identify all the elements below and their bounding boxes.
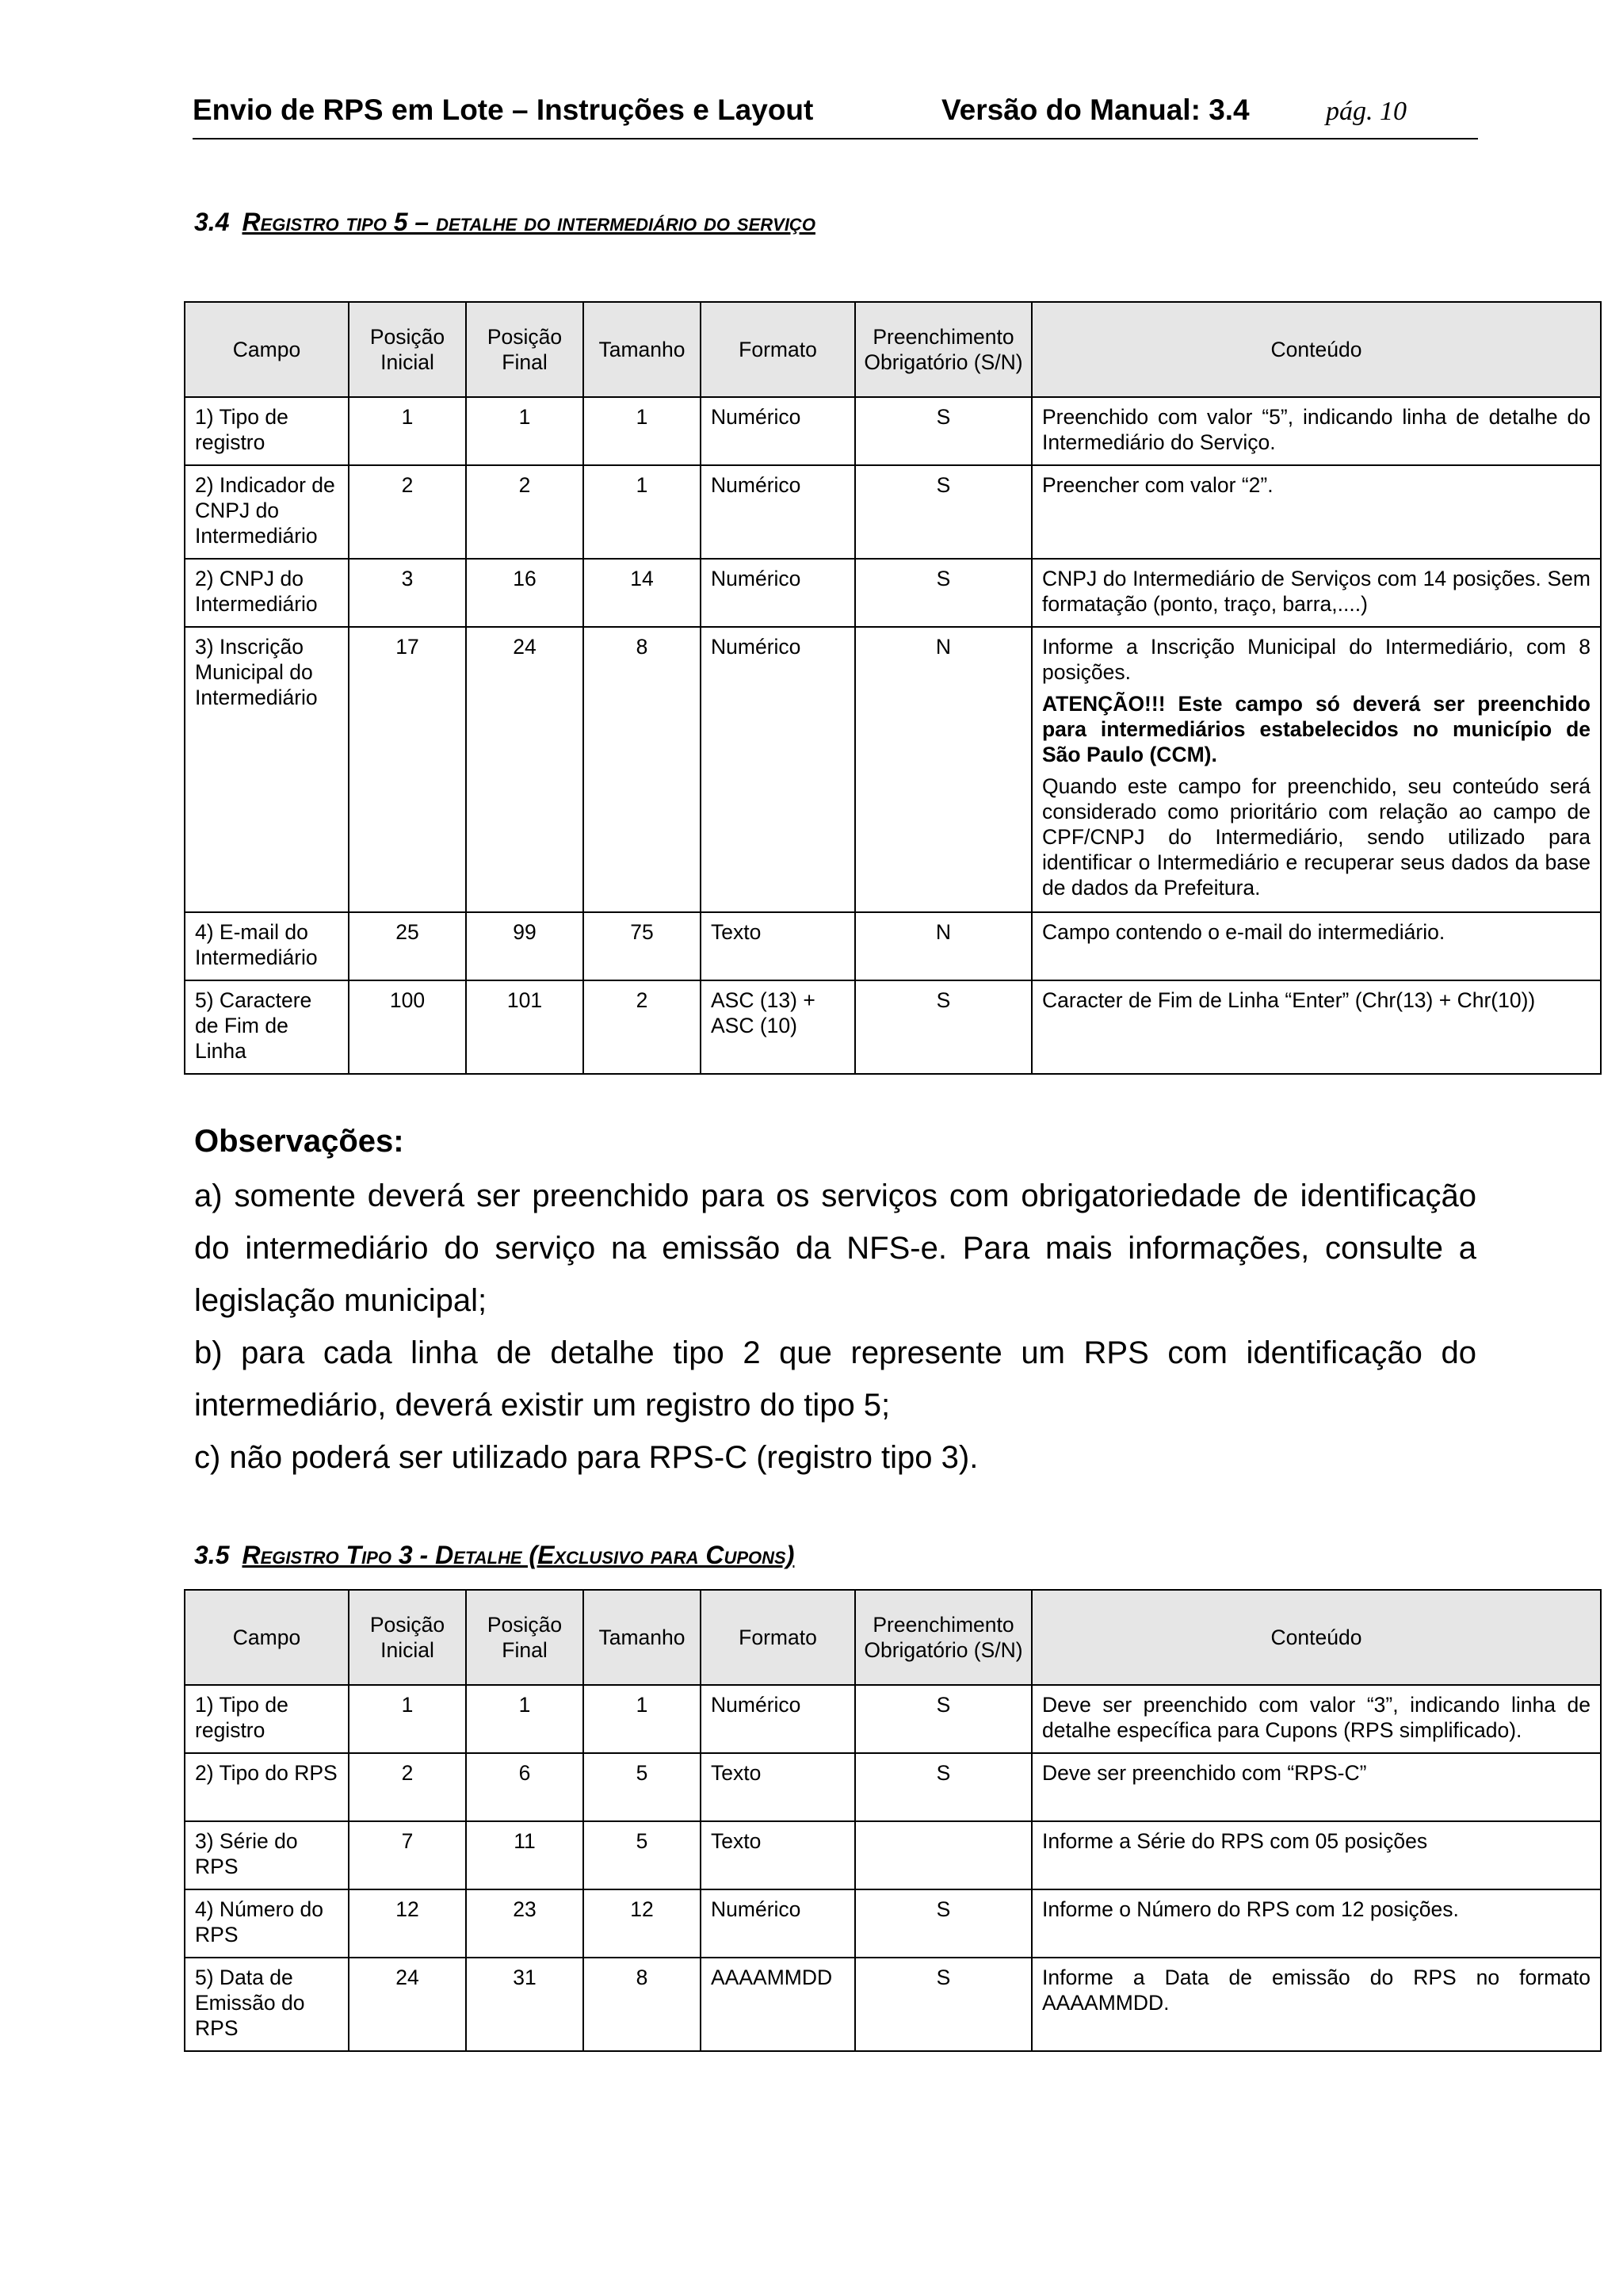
cell-final: 99 (466, 912, 583, 980)
cell-campo: 3) Inscrição Municipal do Intermediário (185, 627, 349, 912)
col-posicao-inicial: Posição Inicial (349, 1590, 466, 1685)
table-header-row (185, 1590, 1601, 1685)
cell-campo: 1) Tipo de registro (185, 1685, 349, 1753)
cell-inicial: 2 (349, 1753, 466, 1821)
cell-formato: ASC (13) + ASC (10) (701, 980, 855, 1074)
cell-final: 16 (466, 559, 583, 627)
cell-obrigatorio: S (855, 980, 1032, 1074)
cell-obrigatorio: S (855, 1753, 1032, 1821)
cell-tamanho: 2 (583, 980, 701, 1074)
cell-formato: Numérico (701, 465, 855, 559)
table-row (185, 1958, 1601, 2051)
cell-formato: Numérico (701, 627, 855, 912)
cell-campo: 3) Série do RPS (185, 1821, 349, 1889)
cell-obrigatorio: S (855, 559, 1032, 627)
col-conteudo: Conteúdo (1032, 302, 1601, 397)
cell-tamanho: 1 (583, 1685, 701, 1753)
cell-formato: Numérico (701, 1685, 855, 1753)
table-row (185, 627, 1601, 912)
table-row (185, 465, 1601, 559)
cell-formato: Texto (701, 912, 855, 980)
cell-obrigatorio: S (855, 1889, 1032, 1958)
cell-conteudo: Caracter de Fim de Linha “Enter” (Chr(13) + Chr(10)) (1032, 980, 1601, 1074)
cell-conteudo: Preencher com valor “2”. (1032, 465, 1601, 559)
cell-final: 6 (466, 1753, 583, 1821)
cell-conteudo: CNPJ do Intermediário de Serviços com 14 posições. Sem formatação (ponto, traço, barra,....) (1032, 559, 1601, 627)
cell-obrigatorio: S (855, 1958, 1032, 2051)
cell-conteudo: Preenchido com valor “5”, indicando linha de detalhe do Intermediário do Serviço. (1032, 397, 1601, 465)
table-row (185, 397, 1601, 465)
table-row (185, 912, 1601, 980)
cell-inicial: 12 (349, 1889, 466, 1958)
cell-final: 31 (466, 1958, 583, 2051)
col-posicao-final: Posição Final (466, 302, 583, 397)
table-row (185, 1753, 1601, 1821)
cell-tamanho: 5 (583, 1821, 701, 1889)
cell-conteudo: Informe a Data de emissão do RPS no formato AAAAMMDD. (1032, 1958, 1601, 2051)
table-row (185, 1685, 1601, 1753)
cell-conteudo: Informe a Série do RPS com 05 posições (1032, 1821, 1601, 1889)
section-heading-3-5 (194, 1541, 794, 1570)
cell-campo: 4) Número do RPS (185, 1889, 349, 1958)
cell-formato: Numérico (701, 397, 855, 465)
cell-conteudo: Campo contendo o e-mail do intermediário. (1032, 912, 1601, 980)
cell-tamanho: 8 (583, 1958, 701, 2051)
cell-final: 101 (466, 980, 583, 1074)
col-preenchimento: Preenchimento Obrigatório (S/N) (855, 302, 1032, 397)
col-formato: Formato (701, 1590, 855, 1685)
cell-campo: 2) Indicador de CNPJ do Intermediário (185, 465, 349, 559)
cell-tamanho: 12 (583, 1889, 701, 1958)
cell-final: 24 (466, 627, 583, 912)
document-title: Envio de RPS em Lote – Instruções e Layout (193, 94, 814, 126)
observations-title: Observações: (194, 1124, 404, 1159)
page-header (193, 94, 1478, 139)
cell-conteudo: Deve ser preenchido com “RPS-C” (1032, 1753, 1601, 1821)
cell-final: 11 (466, 1821, 583, 1889)
cell-final: 2 (466, 465, 583, 559)
cell-campo: 2) Tipo do RPS (185, 1753, 349, 1821)
cell-formato: Numérico (701, 559, 855, 627)
cell-conteudo: Informe o Número do RPS com 12 posições. (1032, 1889, 1601, 1958)
cell-obrigatorio: S (855, 397, 1032, 465)
col-campo: Campo (185, 302, 349, 397)
cell-final: 1 (466, 397, 583, 465)
manual-version: Versão do Manual: 3.4 (941, 94, 1250, 126)
table-registro-tipo-3 (184, 1589, 1602, 2052)
cell-inicial: 3 (349, 559, 466, 627)
section-number: 3.5 (194, 1541, 230, 1569)
cell-inicial: 1 (349, 1685, 466, 1753)
col-tamanho: Tamanho (583, 302, 701, 397)
cell-inicial: 17 (349, 627, 466, 912)
cell-formato: Texto (701, 1753, 855, 1821)
section-title: Registro tipo 5 – detalhe do intermediário do serviço (242, 208, 815, 236)
observation-a: a) somente deverá ser preenchido para os serviços com obrigatoriedade de identificação do intermediário do serviço na emissão da NFS-e. Para mais informações, consulte a legislação municipal; (194, 1179, 1476, 1318)
cell-campo: 5) Data de Emissão do RPS (185, 1958, 349, 2051)
cell-obrigatorio: N (855, 627, 1032, 912)
col-formato: Formato (701, 302, 855, 397)
cell-obrigatorio (855, 1821, 1032, 1889)
cell-obrigatorio: S (855, 465, 1032, 559)
col-campo: Campo (185, 1590, 349, 1685)
cell-obrigatorio: N (855, 912, 1032, 980)
cell-formato: AAAAMMDD (701, 1958, 855, 2051)
cell-obrigatorio: S (855, 1685, 1032, 1753)
table-row (185, 1821, 1601, 1889)
cell-inicial: 24 (349, 1958, 466, 2051)
cell-tamanho: 5 (583, 1753, 701, 1821)
cell-tamanho: 14 (583, 559, 701, 627)
section-heading-3-4 (194, 208, 815, 237)
cell-conteudo (1032, 627, 1601, 912)
page-number: pág. 10 (1326, 97, 1407, 126)
col-posicao-inicial: Posição Inicial (349, 302, 466, 397)
cell-formato: Texto (701, 1821, 855, 1889)
cell-tamanho: 1 (583, 465, 701, 559)
cell-inicial: 100 (349, 980, 466, 1074)
cell-tamanho: 1 (583, 397, 701, 465)
table-row (185, 559, 1601, 627)
cell-tamanho: 75 (583, 912, 701, 980)
cell-inicial: 2 (349, 465, 466, 559)
cell-final: 23 (466, 1889, 583, 1958)
cell-inicial: 1 (349, 397, 466, 465)
cell-conteudo: Deve ser preenchido com valor “3”, indicando linha de detalhe específica para Cupons (RPS simplificado). (1032, 1685, 1601, 1753)
table-header-row (185, 302, 1601, 397)
cell-campo: 4) E-mail do Intermediário (185, 912, 349, 980)
cell-tamanho: 8 (583, 627, 701, 912)
cell-campo: 5) Caractere de Fim de Linha (185, 980, 349, 1074)
col-tamanho: Tamanho (583, 1590, 701, 1685)
table-registro-tipo-5 (184, 301, 1602, 1075)
cell-inicial: 7 (349, 1821, 466, 1889)
cell-final: 1 (466, 1685, 583, 1753)
col-posicao-final: Posição Final (466, 1590, 583, 1685)
table-row (185, 980, 1601, 1074)
cell-inicial: 25 (349, 912, 466, 980)
section-title: Registro Tipo 3 - Detalhe (Exclusivo para Cupons) (242, 1541, 795, 1569)
col-preenchimento: Preenchimento Obrigatório (S/N) (855, 1590, 1032, 1685)
observation-c: c) não poderá ser utilizado para RPS-C (registro tipo 3). (194, 1440, 979, 1475)
cell-formato: Numérico (701, 1889, 855, 1958)
table-row (185, 1889, 1601, 1958)
conteudo-paragraph: Informe a Inscrição Municipal do Intermediário, com 8 posições. (1042, 635, 1591, 684)
cell-campo: 2) CNPJ do Intermediário (185, 559, 349, 627)
observation-b: b) para cada linha de detalhe tipo 2 que represente um RPS com identificação do intermediário, deverá existir um registro do tipo 5; (194, 1335, 1476, 1423)
col-conteudo: Conteúdo (1032, 1590, 1601, 1685)
section-number: 3.4 (194, 208, 230, 236)
conteudo-paragraph: Quando este campo for preenchido, seu conteúdo será considerado como prioritário com relação ao campo de CPF/CNPJ do Intermediário, sendo utilizado para identificar o Intermediário e recuperar seus dados da base de dados da Prefeitura. (1042, 774, 1591, 900)
attention-note: ATENÇÃO!!! Este campo só deverá ser preenchido para intermediários estabelecidos no município de São Paulo (CCM). (1042, 692, 1591, 766)
cell-campo: 1) Tipo de registro (185, 397, 349, 465)
